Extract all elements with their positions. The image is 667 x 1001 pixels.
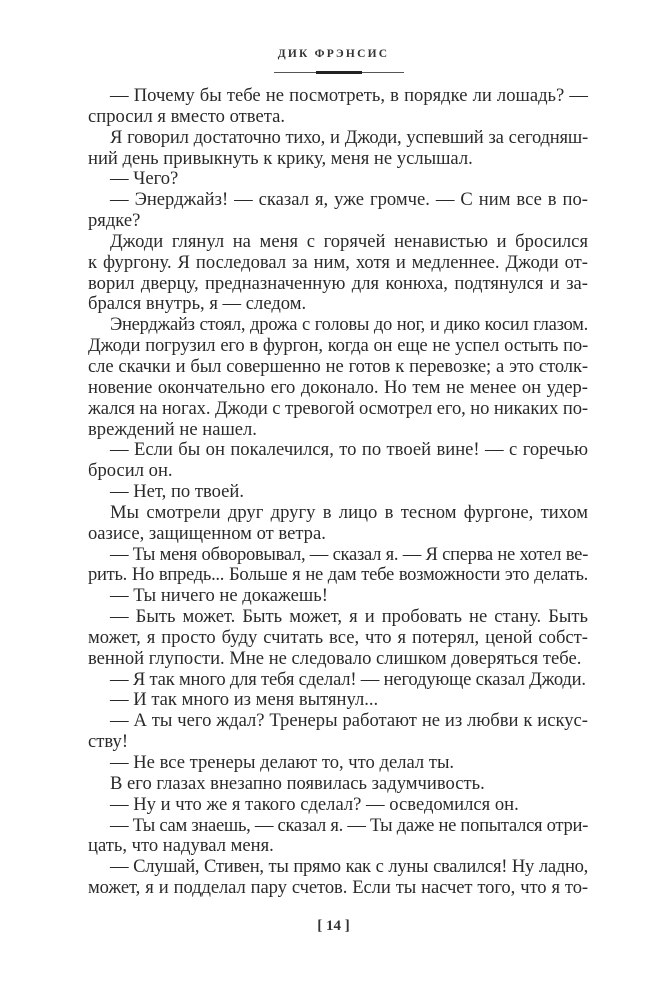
text-line: — Быть может. Быть может, я и пробовать не стану. Быть	[110, 606, 588, 628]
text-line: вреждений не нашел.	[88, 418, 257, 440]
paragraph	[88, 440, 588, 482]
paragraph	[88, 86, 588, 128]
paragraph	[88, 711, 588, 753]
paragraph	[88, 670, 588, 691]
text-line: может, я и подделал пару счетов. Если ты насчет того, что я то-	[88, 877, 588, 899]
text-line: — А ты чего ждал? Тренеры работают не из любви к искус-	[110, 710, 588, 732]
text-line: — Чего?	[110, 168, 179, 190]
text-line: венной глупости. Мне не следовало слишком доверяться тебе.	[88, 647, 582, 669]
text-line: — Ты сам знаешь, — сказал я. — Ты даже не попытался отри-	[110, 814, 588, 836]
running-title: ДИК ФРЭНСИС	[277, 48, 390, 60]
text-line: — Если бы он покалечился, то по твоей вине! — с горечью	[110, 439, 588, 461]
paragraph	[88, 482, 588, 503]
paragraph	[88, 503, 588, 545]
text-line: рить. Но впредь... Больше я не дам тебе возможности это делать.	[88, 564, 588, 586]
text-line: Джоди глянул на меня с горячей ненавистью и бросился	[110, 230, 588, 252]
text-line: бросил он.	[88, 460, 173, 482]
text-line: новение окончательно его доконало. Но тем не менее он удер-	[88, 376, 588, 398]
paragraph	[88, 190, 588, 232]
page-number: [ 14 ]	[317, 918, 350, 934]
paragraph	[88, 128, 588, 170]
paragraph	[88, 795, 588, 816]
text-line: брался внутрь, я — следом.	[88, 293, 307, 315]
text-line: В его глазах внезапно появилась задумчивость.	[110, 772, 485, 794]
text-line: Энерджайз стоял, дрожа с головы до ног, и дико косил глазом.	[110, 314, 588, 336]
paragraph	[88, 232, 588, 315]
paragraph	[88, 586, 588, 607]
text-line: — И так много из меня вытянул...	[110, 689, 379, 711]
text-line: — Ну и что же я такого сделал? — осведомился он.	[110, 793, 519, 815]
text-line: — Ты меня обворовывал, — сказал я. — Я сперва не хотел ве-	[110, 543, 588, 565]
paragraph	[88, 545, 588, 587]
paragraph	[88, 816, 588, 858]
paragraph	[88, 857, 588, 899]
text-line: — Слушай, Стивен, ты прямо как с луны свалился! Ну ладно,	[110, 856, 588, 878]
text-line: ству!	[88, 731, 129, 753]
paragraph	[88, 774, 588, 795]
text-line: жался на ногах. Джоди с тревогой осмотрел его, но никаких по-	[88, 397, 589, 419]
paragraph	[88, 690, 588, 711]
text-line: ний день привыкнуть к крику, меня не услышал.	[88, 147, 473, 169]
text-line: Мы смотрели друг другу в лицо в тесном фургоне, тихом	[110, 501, 588, 523]
text-line: спросил я вместо ответа.	[88, 105, 285, 127]
paragraph	[88, 169, 588, 190]
text-line: может, я просто буду считать все, что я потерял, ценой собст-	[88, 626, 588, 648]
page-body-text	[88, 86, 588, 899]
text-line: к фургону. Я последовал за ним, хотя и медленнее. Джоди от-	[88, 251, 588, 273]
header-rule-accent	[316, 71, 362, 74]
text-line: — Энерджайз! — сказал я, уже громче. — С ним все в по-	[110, 189, 588, 211]
text-line: рядке?	[88, 210, 141, 232]
text-line: ворил дверцу, предназначенную для конюха, подтянулся и за-	[88, 272, 588, 294]
text-line: оазисе, защищенном от ветра.	[88, 522, 326, 544]
text-line: цать, что надувал меня.	[88, 835, 274, 857]
text-line: сле скачки и был совершенно не готов к перевозке; а это столк-	[88, 355, 588, 377]
text-line: — Я так много для тебя сделал! — негодующе сказал Джоди.	[110, 668, 586, 690]
text-line: Я говорил достаточно тихо, и Джоди, успевший за сегодняш-	[110, 126, 588, 148]
paragraph	[88, 753, 588, 774]
text-line: — Нет, по твоей.	[110, 481, 244, 503]
text-line: — Ты ничего не докажешь!	[110, 585, 328, 607]
paragraph	[88, 315, 588, 440]
paragraph	[88, 607, 588, 670]
text-line: — Почему бы тебе не посмотреть, в порядке ли лошадь? —	[110, 85, 588, 106]
text-line: — Не все тренеры делают то, что делал ты.	[110, 752, 455, 773]
text-line: Джоди погрузил его в фургон, когда он еще не успел остыть по-	[88, 335, 588, 357]
